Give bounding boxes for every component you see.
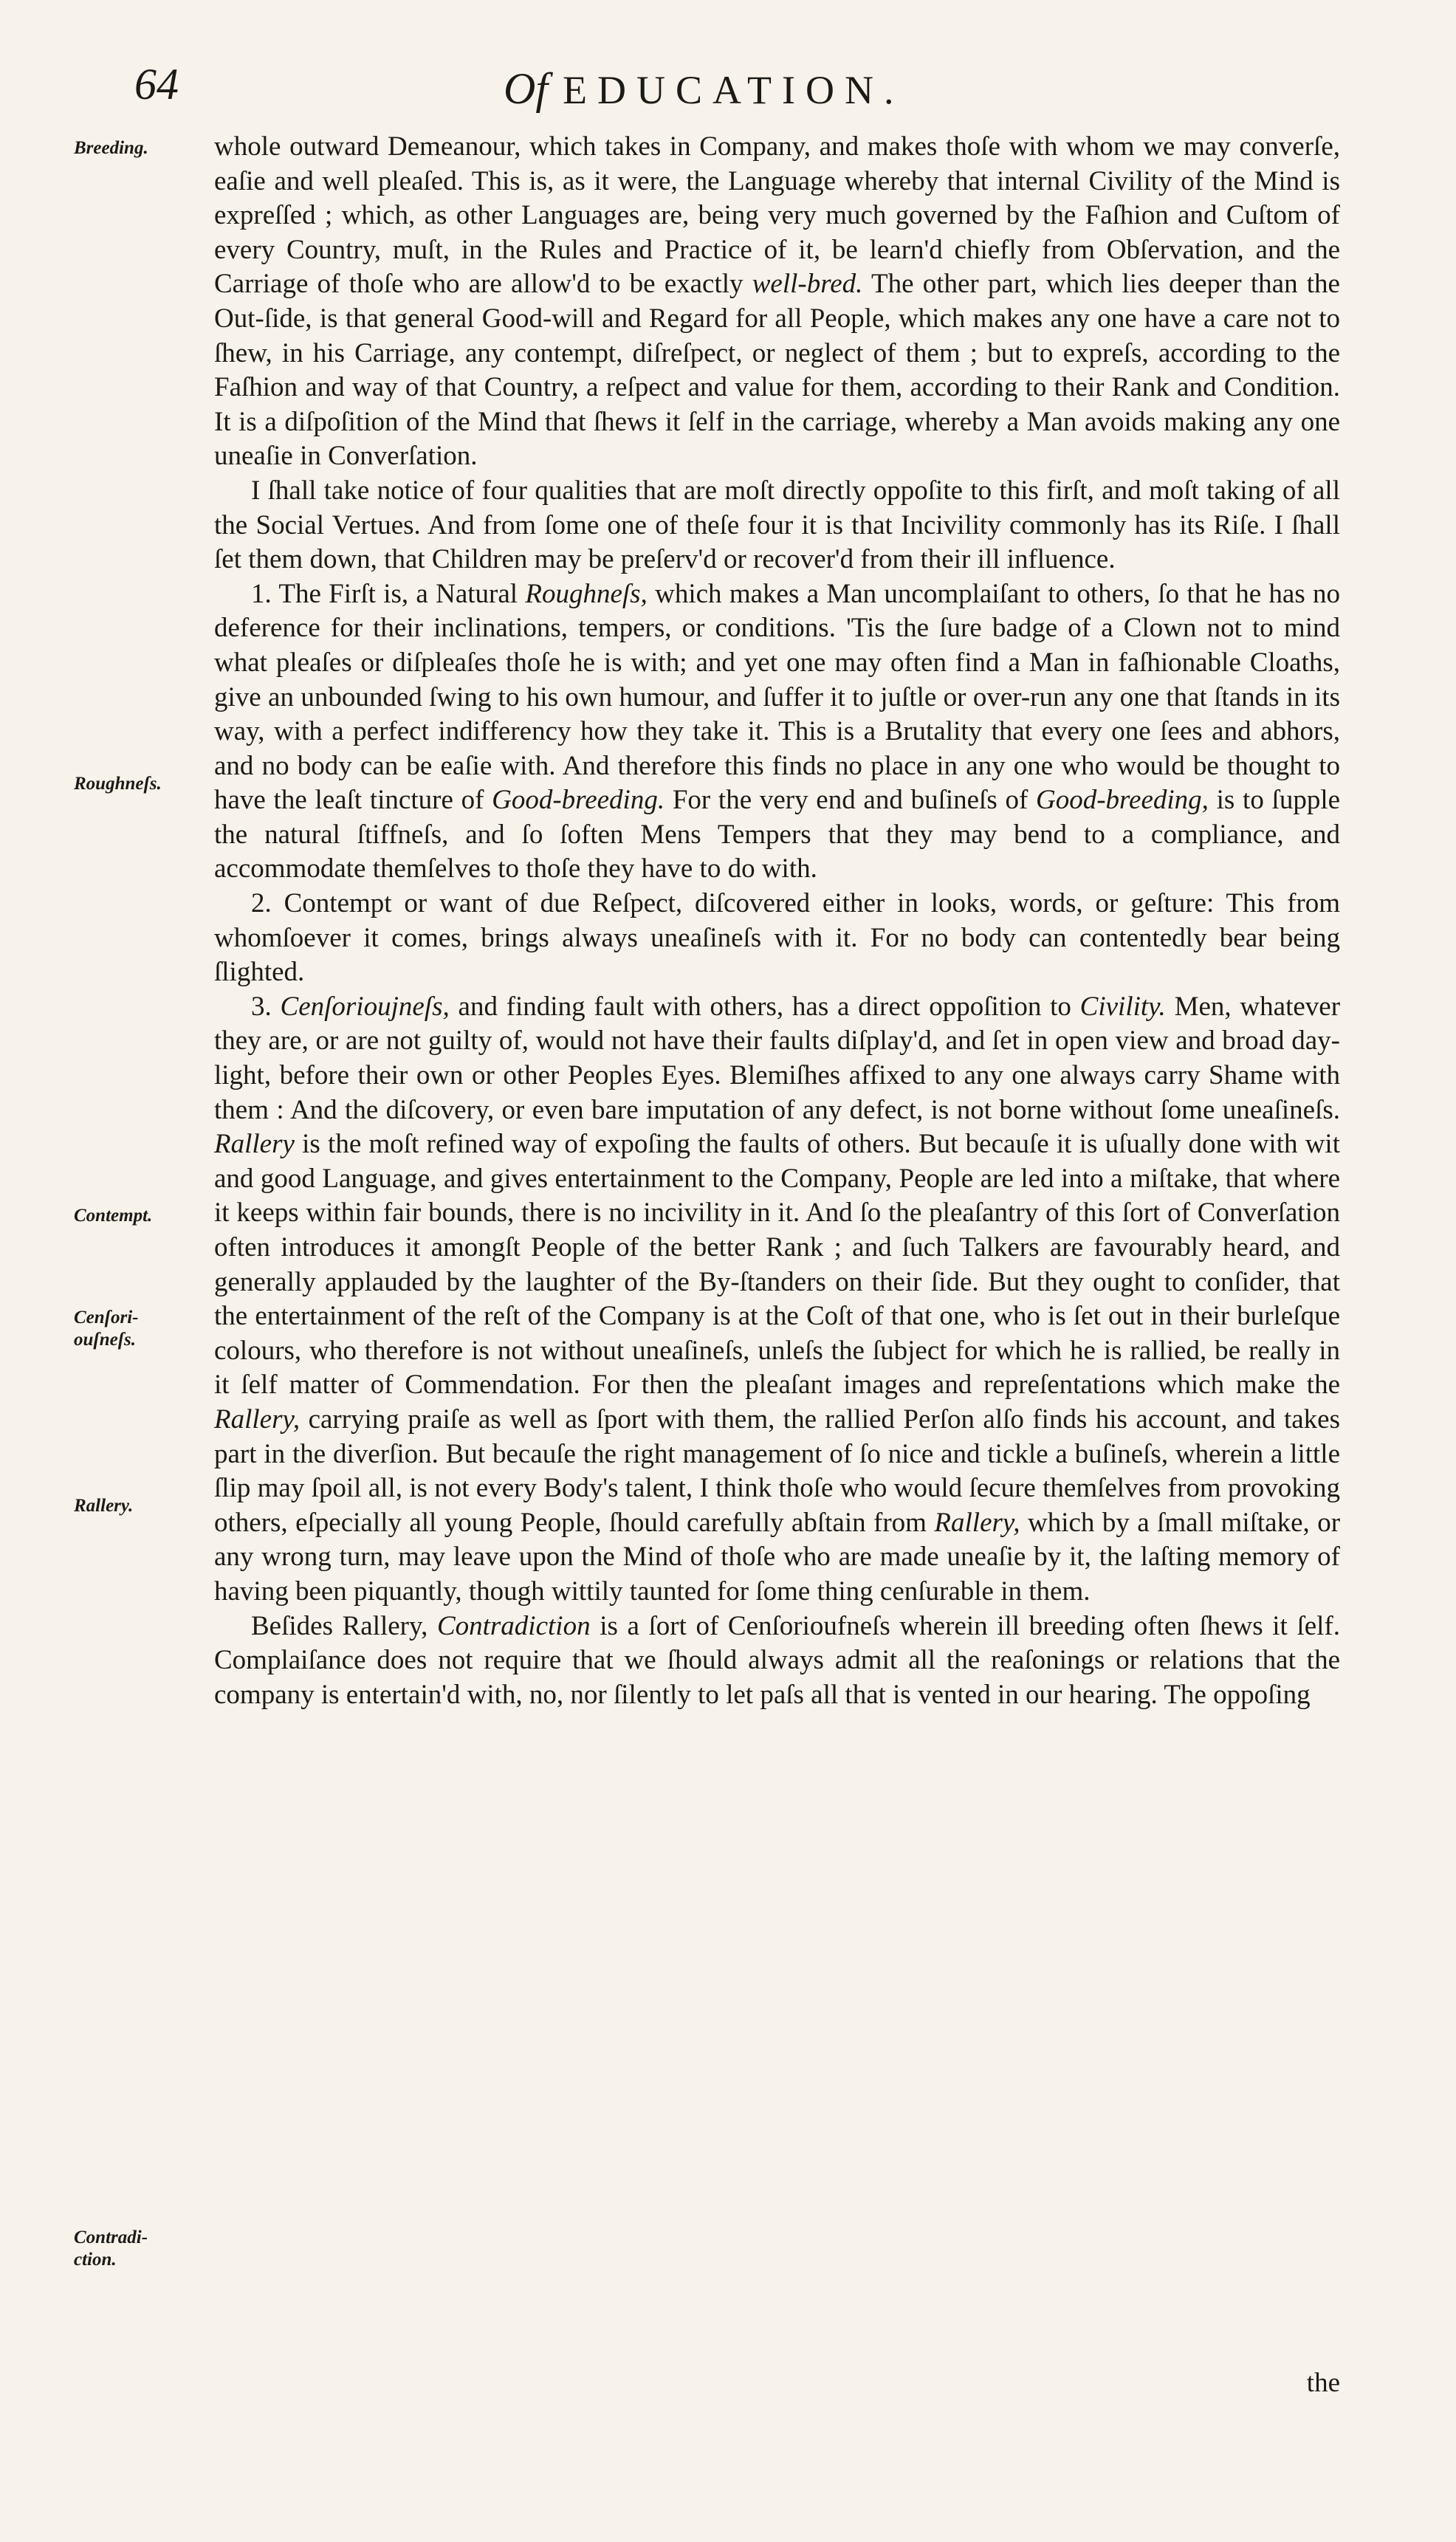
- emphasis: Contradiction: [436, 1610, 591, 1641]
- paragraph-text: Beſides Rallery,: [251, 1610, 428, 1641]
- emphasis: Roughneſs,: [525, 578, 648, 609]
- margin-note-roughness: Roughneſs.: [74, 774, 162, 794]
- margin-note-contradiction: Contradi-ction.: [74, 2227, 148, 2270]
- paragraph-text: I ſhall take notice of four qualities that are moſt directly oppoſite to this firſt, and moſt taking of all the Social Vertues. And from ſome one of theſe four it is that Incivility commonly has its Riſe. I ſhall ſet them down, that Children may be preſerv'd or recover'd from their ill influence.: [214, 475, 1340, 575]
- paragraph-text: carrying praiſe as well as ſport with them, the rallied Perſon alſo finds his account, and takes part in the diverſion. But becauſe the right management of ſo nice and tickle a buſineſs, wherein a little ſlip may ſpoil all, is not every Body's talent, I think thoſe who would ſecure themſelves from provoking others, eſpecially all young People, ſhould carefully abſtain from: [214, 1404, 1340, 1538]
- margin-note-breeding: Breeding.: [74, 138, 148, 158]
- paragraph-text: The other part, which lies deeper than the Out-ſide, is that general Good-will and Regard for all People, which makes any one have a care not to ſhew, in his Carriage, any contempt, diſreſpect, or neglect of them ; but to expreſs, according to the Faſhion and way of that Country, a reſpect and value for them, according to their Rank and Condition. It is a diſpoſition of the Mind that ſhews it ſelf in the carriage, whereby a Man avoids making any one uneaſie in Converſation.: [214, 269, 1340, 472]
- running-title-word: EDUCATION.: [563, 68, 904, 112]
- paragraph-text: For the very end and buſineſs of: [672, 785, 1029, 816]
- emphasis: Rallery: [214, 1129, 295, 1160]
- paragraph-text: whole outward Demeanour, which takes in Company, and makes thoſe with whom we may converſe, eaſie and well pleaſed. This is, as it were, the Language whereby that internal Civility of the Mind is expreſſed ; which, as other Languages are, being very much governed by the Faſhion and Cuſtom of every Country, muſt, in the Rules and Practice of it, be learn'd chiefly from Obſervation, and the Carriage of thoſe who are allow'd to be exactly: [214, 131, 1340, 300]
- paragraph-text: 1. The Firſt is, a Natural: [251, 578, 518, 609]
- paragraph-text: which by a ſmall miſtake, or any wrong turn, may leave upon the Mind of thoſe who are made uneaſie by it, the laſting memory of having been piquantly, though wittily taunted for ſome thing cenſurable in them.: [214, 1507, 1341, 1607]
- emphasis: Rallery,: [934, 1507, 1020, 1538]
- page-number: 64: [134, 60, 179, 109]
- paragraph-breeding: [214, 130, 1340, 474]
- emphasis: well-bred.: [752, 269, 863, 300]
- emphasis: Good-breeding,: [1035, 785, 1209, 816]
- paragraph-four-qualities: [214, 474, 1340, 577]
- paragraph-text: is to ſupple the natural ſtiffneſs, and ſo ſoften Mens Tempers that they may bend to a compliance, and accommodate themſelves to thoſe they have to do with.: [214, 785, 1341, 884]
- paragraph-text: Men, whatever they are, or are not guilty of, would not have their faults diſplay'd, and ſet in open view and broad day-light, before their own or other Peoples Eyes. Blemiſhes affixed to any one always carry Shame with them : And the diſcovery, or even bare imputation of any defect, is not borne without ſome uneaſineſs.: [214, 991, 1341, 1125]
- paragraph-text: and finding fault with others, has a direct oppoſition to: [458, 991, 1071, 1022]
- paragraph-text: is a ſort of Cenſorioufneſs wherein ill breeding often ſhews it ſelf. Complaiſance does not require that we ſhould always admit all the reaſonings or relations that the company is entertain'd with, no, nor ſilently to let paſs all that is vented in our hearing. The oppoſing: [214, 1610, 1340, 1710]
- paragraph-contempt: [214, 887, 1340, 990]
- margin-note-contempt: Contempt.: [74, 1206, 153, 1226]
- emphasis: Rallery,: [214, 1404, 301, 1435]
- paragraph-contradiction: [214, 1610, 1340, 1713]
- paragraph-text: 2. Contempt or want of due Reſpect, diſcovered either in looks, words, or geſture: This from whomſoever it comes, brings always uneaſineſs with it. For no body can contentedly bear being ſlighted.: [214, 888, 1340, 988]
- paragraph-text: which makes a Man uncomplaiſant to others, ſo that he has no deference for their inclinations, tempers, or conditions. 'Tis the ſure badge of a Clown not to mind what pleaſes or diſpleaſes thoſe he is with; and yet one may often find a Man in faſhionable Cloaths, give an unbounded ſwing to his own humour, and ſuffer it to juſtle or over-run any one that ſtands in its way, with a perfect indifferency how they take it. This is a Brutality that every one ſees and abhors, and no body can be eaſie with. And therefore this finds no place in any one who would be thought to have the leaſt tincture of: [214, 578, 1341, 816]
- running-title: [504, 63, 904, 114]
- emphasis: Cenſorioujneſs,: [280, 991, 450, 1022]
- margin-note-censoriousness: Cenſori-ouſneſs.: [74, 1308, 139, 1350]
- paragraph-text: 3.: [251, 991, 272, 1022]
- paragraph-roughness: [214, 577, 1340, 887]
- body-text: [214, 130, 1340, 1712]
- margin-note-raillery: Rallery.: [74, 1496, 134, 1516]
- catchword: the: [1306, 2368, 1340, 2398]
- emphasis: Good-breeding.: [492, 785, 665, 816]
- paragraph-text: is the moſt refined way of expoſing the faults of others. But becauſe it is uſually done with wit and good Language, and gives entertainment to the Company, People are led into a miſtake, that where it keeps within fair bounds, there is no incivility in it. And ſo the pleaſantry of this ſort of Converſation often introduces it amongſt People of the better Rank ; and ſuch Talkers are favourably heard, and generally applauded by the laughter of the By-ſtanders on their ſide. But they ought to conſider, that the entertainment of the reſt of the Company is at the Coſt of that one, who is ſet out in their burleſque colours, who therefore is not without uneaſineſs, unleſs the ſubject for which he is rallied, be really in it ſelf matter of Commendation. For then the pleaſant images and repreſentations which make the: [214, 1129, 1340, 1401]
- emphasis: Civility.: [1079, 991, 1166, 1022]
- running-header: [134, 59, 1390, 126]
- paragraph-censoriousness: [214, 990, 1340, 1610]
- running-title-prefix: Of: [504, 64, 548, 113]
